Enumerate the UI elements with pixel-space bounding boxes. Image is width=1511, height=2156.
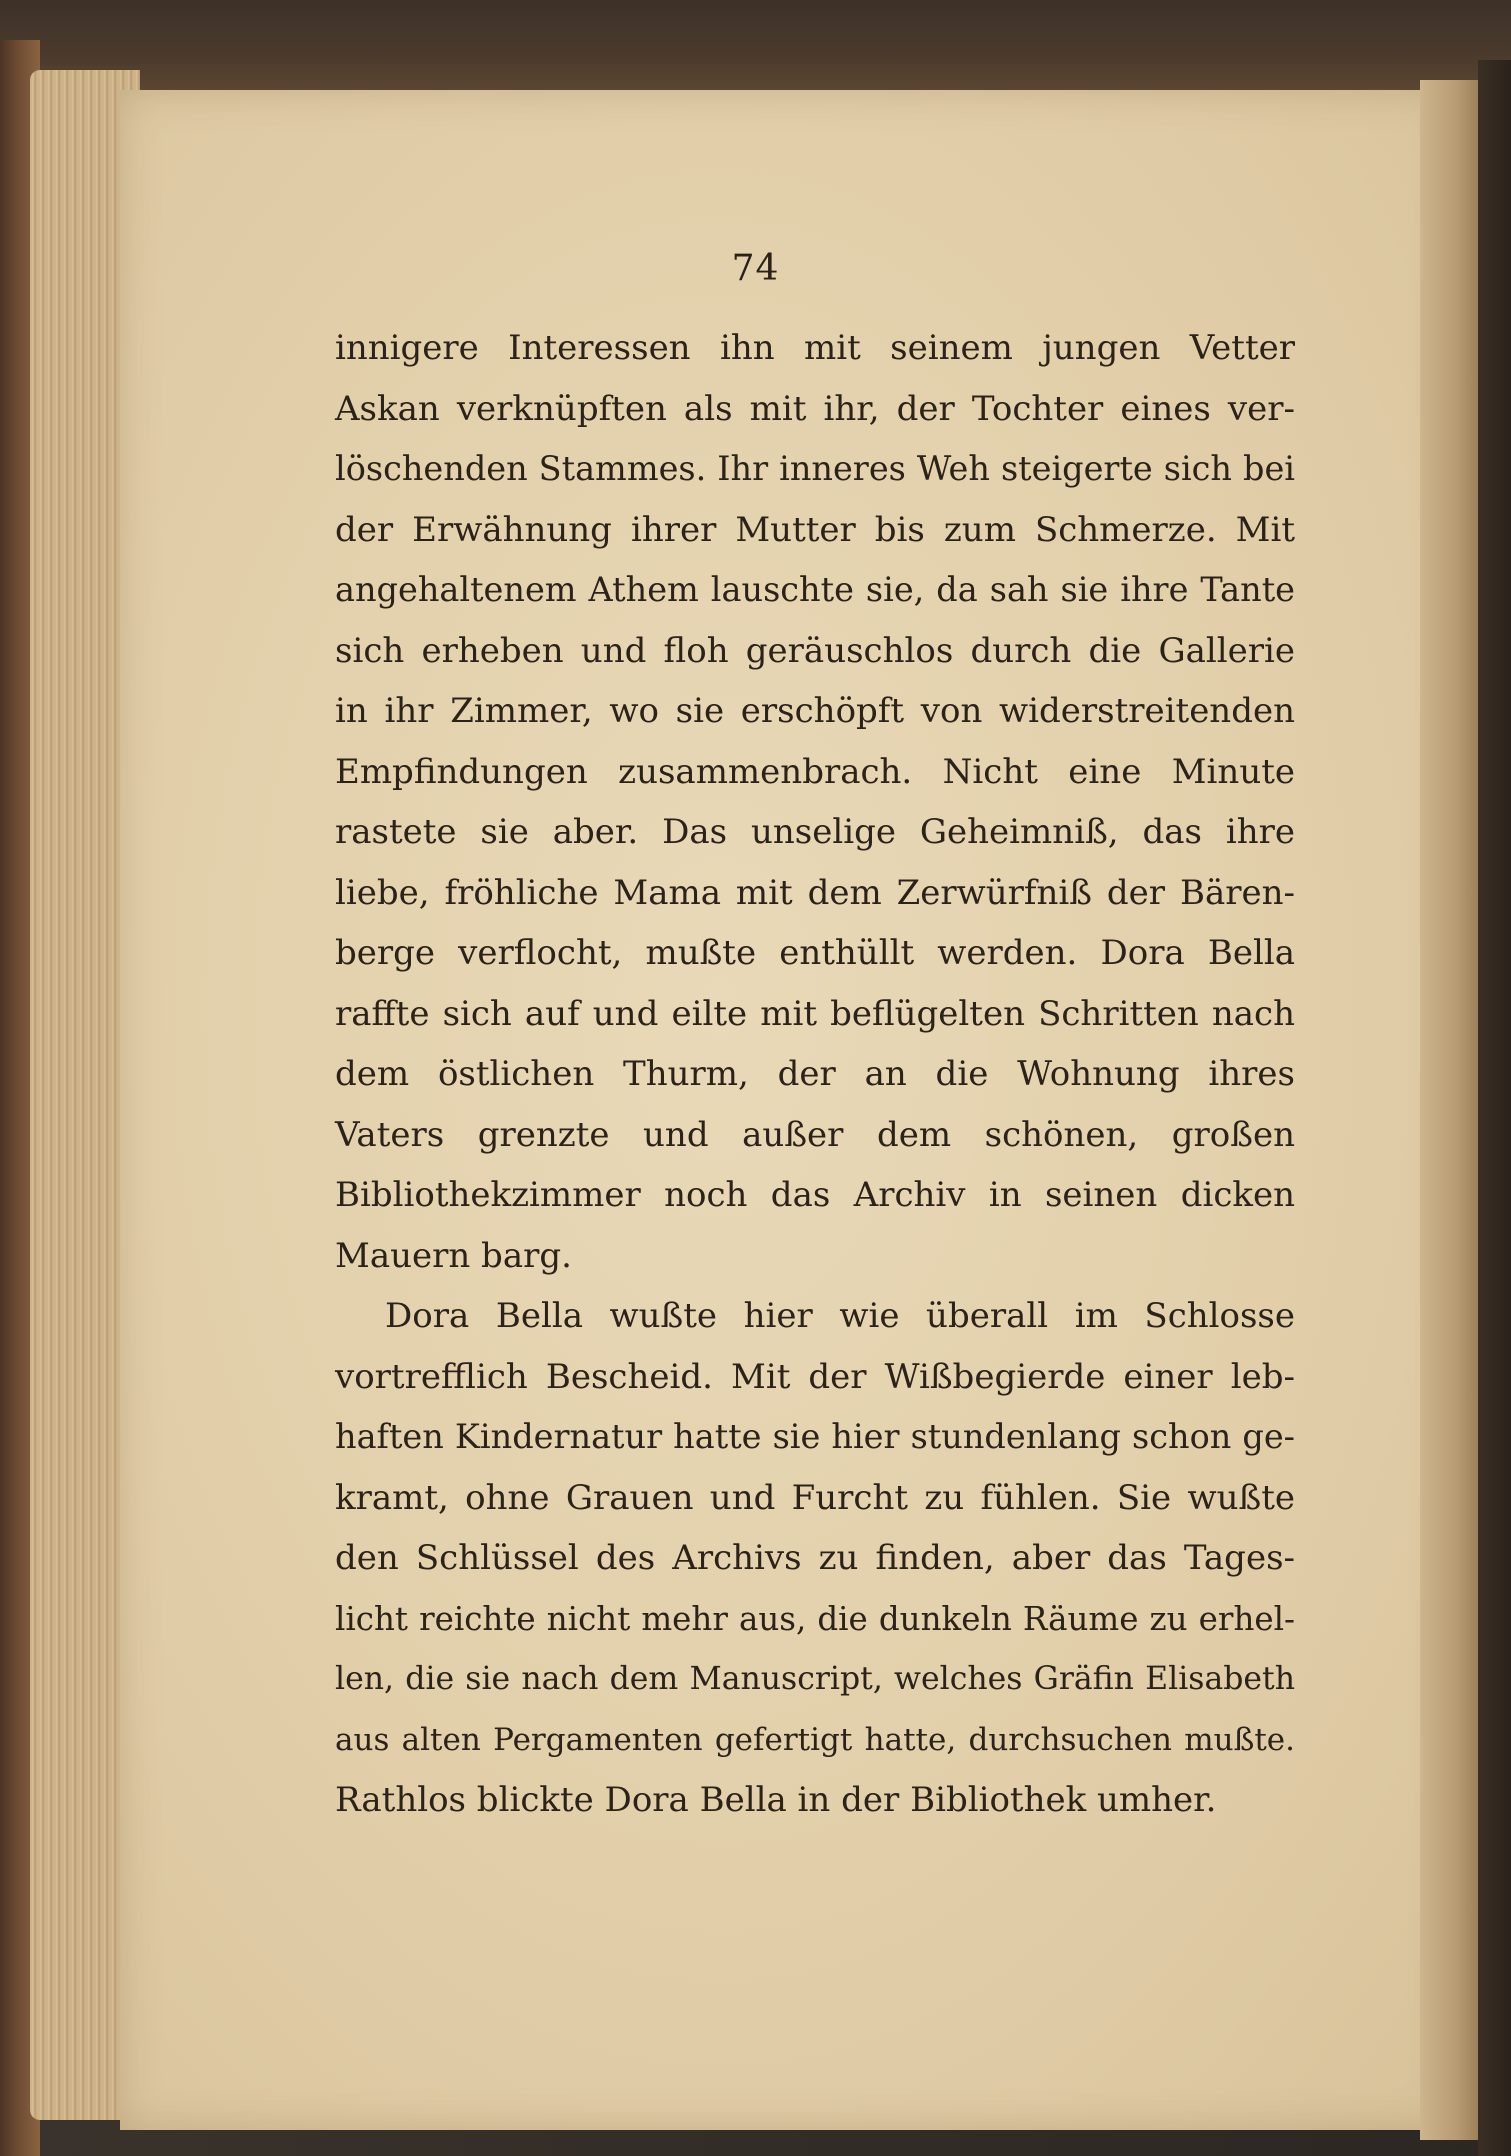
text-line: kramt, ohne Grauen und Furcht zu fühlen. Sie wußte bbox=[335, 1477, 1295, 1518]
page-number: 74 bbox=[731, 248, 780, 289]
text-line: der Erwähnung ihrer Mutter bis zum Schmerze. Mit bbox=[335, 509, 1295, 550]
text-line: Empfindungen zusammenbrach. Nicht eine Minute bbox=[335, 751, 1295, 792]
text-line: Vaters grenzte und außer dem schönen, großen bbox=[335, 1114, 1295, 1155]
text-line: licht reichte nicht mehr aus, die dunkeln Räume zu erhel- bbox=[335, 1599, 1295, 1638]
text-line: Mauern barg. bbox=[335, 1235, 572, 1276]
book-gutter bbox=[1420, 80, 1480, 2140]
text-line: innigere Interessen ihn mit seinem jungen Vetter bbox=[335, 328, 1295, 368]
text-line: sich erheben und floh geräuschlos durch die Gallerie bbox=[335, 630, 1295, 671]
text-line: rastete sie aber. Das unselige Geheimniß, das ihre bbox=[335, 812, 1295, 852]
text-line: aus alten Pergamenten gefertigt hatte, durchsuchen mußte. bbox=[335, 1721, 1295, 1758]
text-line: liebe, fröhliche Mama mit dem Zerwürfniß der Bären- bbox=[335, 872, 1295, 913]
page-body-text bbox=[335, 318, 1295, 1831]
text-line: in ihr Zimmer, wo sie erschöpft von widerstreitenden bbox=[335, 691, 1295, 731]
book-cover-right bbox=[1478, 60, 1511, 2156]
book-cover-top bbox=[0, 0, 1511, 90]
text-line: len, die sie nach dem Manuscript, welches Gräfin Elisabeth bbox=[335, 1661, 1295, 1697]
text-line: löschenden Stammes. Ihr inneres Weh steigerte sich bei bbox=[335, 449, 1295, 488]
text-line: raffte sich auf und eilte mit beflügelten Schritten nach bbox=[335, 993, 1295, 1034]
text-line: den Schlüssel des Archivs zu finden, aber das Tages- bbox=[335, 1538, 1295, 1578]
text-line: Dora Bella wußte hier wie überall im Schlosse bbox=[385, 1296, 1295, 1336]
text-line: angehaltenem Athem lauschte sie, da sah sie ihre Tante bbox=[335, 570, 1295, 609]
text-line: haften Kindernatur hatte sie hier stundenlang schon ge- bbox=[335, 1417, 1295, 1456]
text-line: Rathlos blickte Dora Bella in der Bibliothek umher. bbox=[335, 1780, 1217, 1820]
text-line: Askan verknüpften als mit ihr, der Tochter eines ver- bbox=[335, 388, 1295, 429]
text-line: dem östlichen Thurm, der an die Wohnung ihres bbox=[335, 1054, 1295, 1094]
text-line: Bibliothekzimmer noch das Archiv in seinen dicken bbox=[335, 1175, 1295, 1215]
text-line: vortrefflich Bescheid. Mit der Wißbegierde einer leb- bbox=[335, 1356, 1295, 1397]
text-line: berge verflocht, mußte enthüllt werden. Dora Bella bbox=[335, 933, 1295, 973]
